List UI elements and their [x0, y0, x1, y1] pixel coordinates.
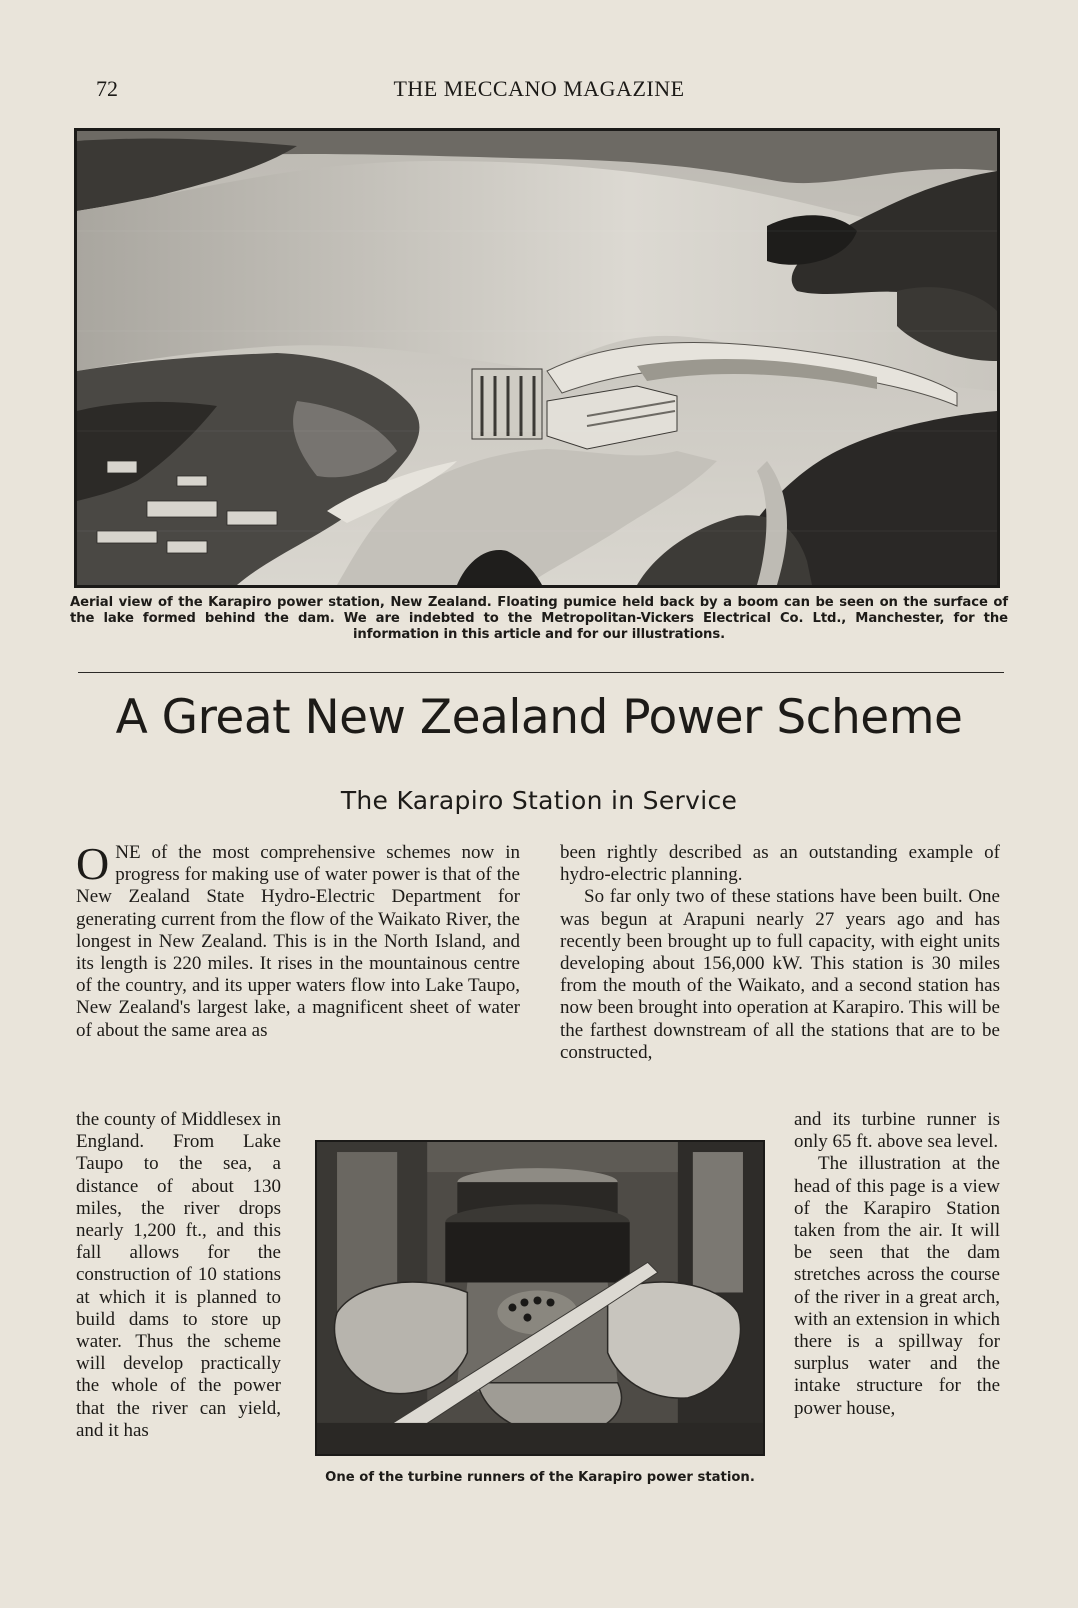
turbine-runner-illustration: [317, 1142, 763, 1454]
page-number: 72: [96, 76, 118, 101]
left-column-wide: NE of the most comprehensive schemes now in progress for making use of water power is that of the New Zealand State Hydro-Electric Department for generating current from the flow of the Waikato River, the longest in New Zealand. This is in the North Island, and its length is 220 miles. It rises in the mountainous centre of the country, and its upper waters flow into Lake Taupo, New Zealand's largest lake, a magnificent sheet of water of about the same area as: [76, 842, 520, 1041]
aerial-photo: [74, 128, 1000, 588]
right-narrow-paragraph-1: and its turbine runner is only 65 ft. above sea level.: [794, 1109, 1000, 1153]
turbine-photo-caption: One of the turbine runners of the Karapiro power station.: [325, 1470, 755, 1485]
aerial-photo-illustration: [77, 131, 997, 585]
right-narrow-paragraph-2: The illustration at the head of this page is a view of the Karapiro Station taken from the air. It will be seen that the dam stretches across the course of the river in a great arch, with an extension in which there is a spillway for surplus water and the intake structure for the power house,: [794, 1153, 1000, 1419]
aerial-photo-caption: Aerial view of the Karapiro power station, New Zealand. Floating pumice held back by a boom can be seen on the surface of the lake formed behind the dam. We are indebted to the Metropolitan-Vickers Electrical Co. Ltd., Manchester, for the information in this article and for our illustrations.: [70, 595, 1008, 642]
left-column-narrow: the county of Middlesex in England. From Lake Taupo to the sea, a distance of about 130 miles, the river drops nearly 1,200 ft., and this fall allows for the construction of 10 stations at which it is planned to build dams to store up water. Thus the scheme will develop practically the whole of the power that the river can yield, and it has: [76, 1109, 281, 1441]
turbine-runner-photo: [315, 1140, 765, 1456]
divider-rule: [78, 672, 1004, 673]
article-subtitle: The Karapiro Station in Service: [340, 786, 738, 815]
right-column-paragraph-1: been rightly described as an outstanding example of hydro-electric planning.: [560, 842, 1000, 886]
article-title: A Great New Zealand Power Scheme: [115, 690, 963, 745]
left-column-text: [76, 838, 520, 1042]
right-column-paragraph-2: So far only two of these stations have been built. One was begun at Arapuni nearly 27 years ago and has recently been brought up to full capacity, with eight units developing about 156,000 kW. This station is 30 miles from the mouth of the Waikato, and a second station has now been brought into operation at Karapiro. This will be the farthest downstream of all the stations that are to be constructed,: [560, 886, 1000, 1063]
right-column-narrow: [794, 1109, 1000, 1420]
right-column-text: [560, 842, 1000, 1064]
drop-cap: O: [76, 838, 110, 889]
running-title: THE MECCANO MAGAZINE: [393, 76, 685, 101]
